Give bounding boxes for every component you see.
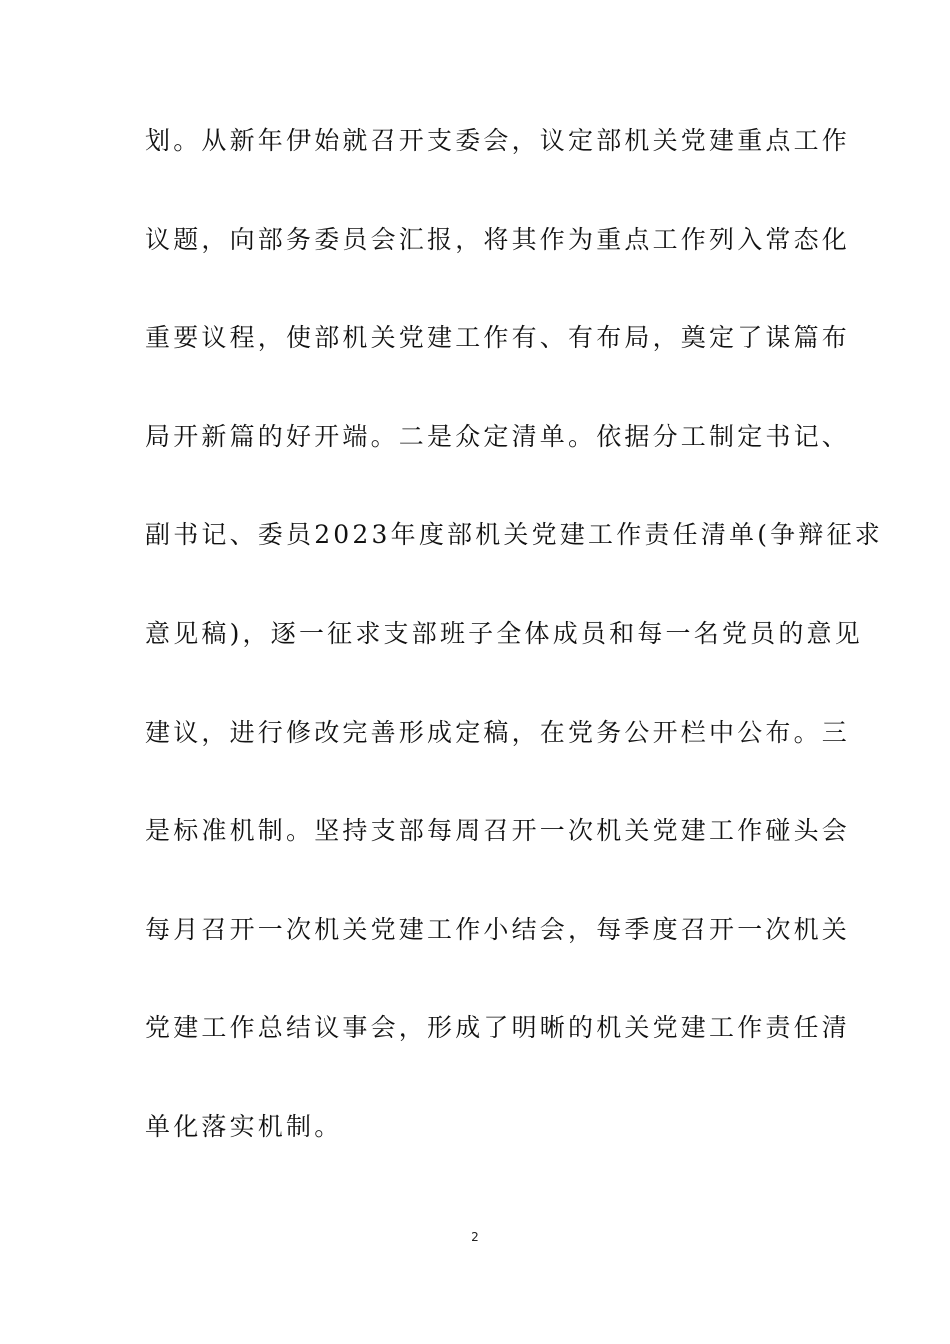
text-line-3: 重要议程，使部机关党建工作有、有布局，奠定了谋篇布 [145, 323, 851, 353]
text-line-4: 局开新篇的好开端。二是众定清单。依据分工制定书记、 [145, 421, 851, 451]
body-paragraph [145, 126, 883, 1211]
page-number: 2 [471, 1230, 479, 1244]
text-line-7: 建议，进行修改完善形成定稿，在党务公开栏中公布。三 [145, 717, 851, 747]
text-line-9: 每月召开一次机关党建工作小结会，每季度召开一次机关 [145, 914, 851, 944]
text-line-10: 党建工作总结议事会，形成了明晰的机关党建工作责任清 [145, 1013, 851, 1043]
text-line-1: 划。从新年伊始就召开支委会，议定部机关党建重点工作 [145, 126, 851, 155]
text-line-2: 议题，向部务委员会汇报，将其作为重点工作列入常态化 [145, 224, 851, 254]
text-line-11: 单化落实机制。 [145, 1111, 343, 1141]
text-line-5: 副书记、委员2023年度部机关党建工作责任清单(争辩征求 [145, 520, 883, 550]
text-line-6: 意见稿)，逐一征求支部班子全体成员和每一名党员的意见 [145, 618, 863, 648]
text-line-8: 是标准机制。坚持支部每周召开一次机关党建工作碰头会 [145, 816, 851, 846]
